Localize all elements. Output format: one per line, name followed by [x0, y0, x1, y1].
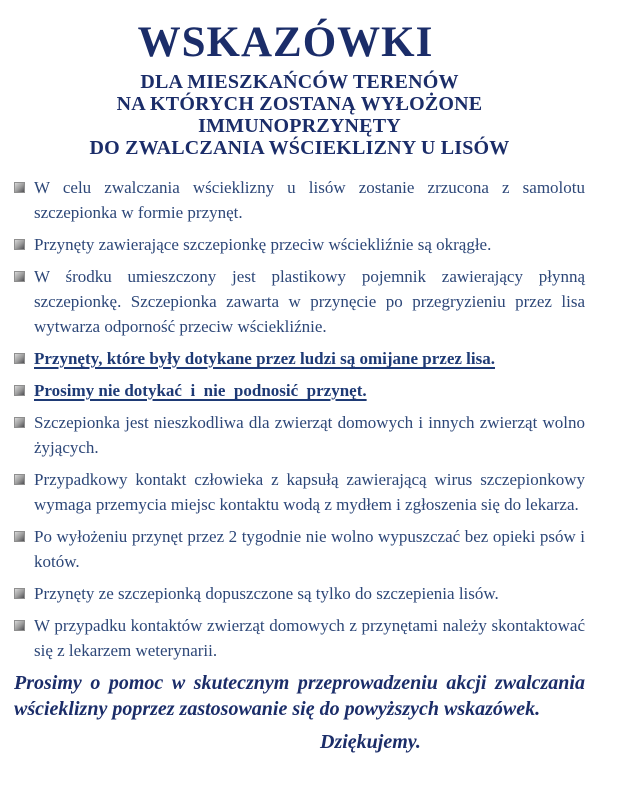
- list-item: [14, 410, 585, 460]
- header: [14, 20, 585, 159]
- square-bullet-icon: [14, 531, 25, 542]
- list-item-text: Przynęty ze szczepionką dopuszczone są tylko do szczepienia lisów.: [34, 584, 499, 604]
- list-item: [14, 232, 585, 257]
- square-bullet-icon: [14, 474, 25, 485]
- list-item-text: Szczepionka jest nieszkodliwa dla zwierząt domowych i innych zwierząt wolno żyjących.: [34, 413, 585, 458]
- list-item-text: W środku umieszczony jest plastikowy pojemnik zawierający płynną szczepionkę. Szczepionka zawarta w przynęcie po przegryzieniu przez lisa wytwarza odporność przeciw wściekliźnie.: [34, 267, 585, 337]
- list-item-text: W celu zwalczania wścieklizny u lisów zostanie zrzucona z samolotu szczepionka w formie przynęt.: [34, 178, 585, 223]
- thanks-line: Dziękujemy.: [320, 731, 421, 754]
- square-bullet-icon: [14, 182, 25, 193]
- page-title: WSKAZÓWKI: [137, 19, 434, 66]
- closing-paragraph: Prosimy o pomoc w skutecznym przeprowadzeniu akcji zwalczania wścieklizny poprzez zastosowanie się do powyższych wskazówek.: [14, 672, 585, 721]
- subtitle: [14, 71, 585, 159]
- subtitle-line: DO ZWALCZANIA WŚCIEKLIZNY U LISÓW: [89, 137, 510, 160]
- list-item: [14, 524, 585, 574]
- instruction-list: [14, 175, 585, 663]
- square-bullet-icon: [14, 620, 25, 631]
- footer: [14, 670, 585, 755]
- list-item-text: Przynęty, które były dotykane przez ludzi są omijane przez lisa.: [34, 349, 495, 369]
- list-item: [14, 581, 585, 606]
- square-bullet-icon: [14, 353, 25, 364]
- square-bullet-icon: [14, 385, 25, 396]
- subtitle-line: DLA MIESZKAŃCÓW TERENÓW: [140, 71, 459, 94]
- square-bullet-icon: [14, 588, 25, 599]
- list-item: [14, 613, 585, 663]
- list-item: [14, 346, 585, 371]
- list-item: [14, 175, 585, 225]
- square-bullet-icon: [14, 271, 25, 282]
- list-item-text: Po wyłożeniu przynęt przez 2 tygodnie nie wolno wypuszczać bez opieki psów i kotów.: [34, 527, 585, 572]
- square-bullet-icon: [14, 239, 25, 250]
- list-item: [14, 378, 585, 403]
- subtitle-line: NA KTÓRYCH ZOSTANĄ WYŁOŻONE IMMUNOPRZYNĘTY: [116, 93, 483, 138]
- list-item: [14, 467, 585, 517]
- list-item-text: W przypadku kontaktów zwierząt domowych z przynętami należy skontaktować się z lekarzem weterynarii.: [34, 616, 585, 661]
- list-item-text: Przypadkowy kontakt człowieka z kapsułą zawierającą wirus szczepionkowy wymaga przemycia miejsc kontaktu wodą z mydłem i zgłoszenia się do lekarza.: [34, 470, 585, 515]
- square-bullet-icon: [14, 417, 25, 428]
- list-item-text: Przynęty zawierające szczepionkę przeciw wściekliźnie są okrągłe.: [34, 235, 492, 255]
- list-item-text: Prosimy nie dotykać i nie podnosić przynęt.: [34, 381, 367, 401]
- list-item: [14, 264, 585, 339]
